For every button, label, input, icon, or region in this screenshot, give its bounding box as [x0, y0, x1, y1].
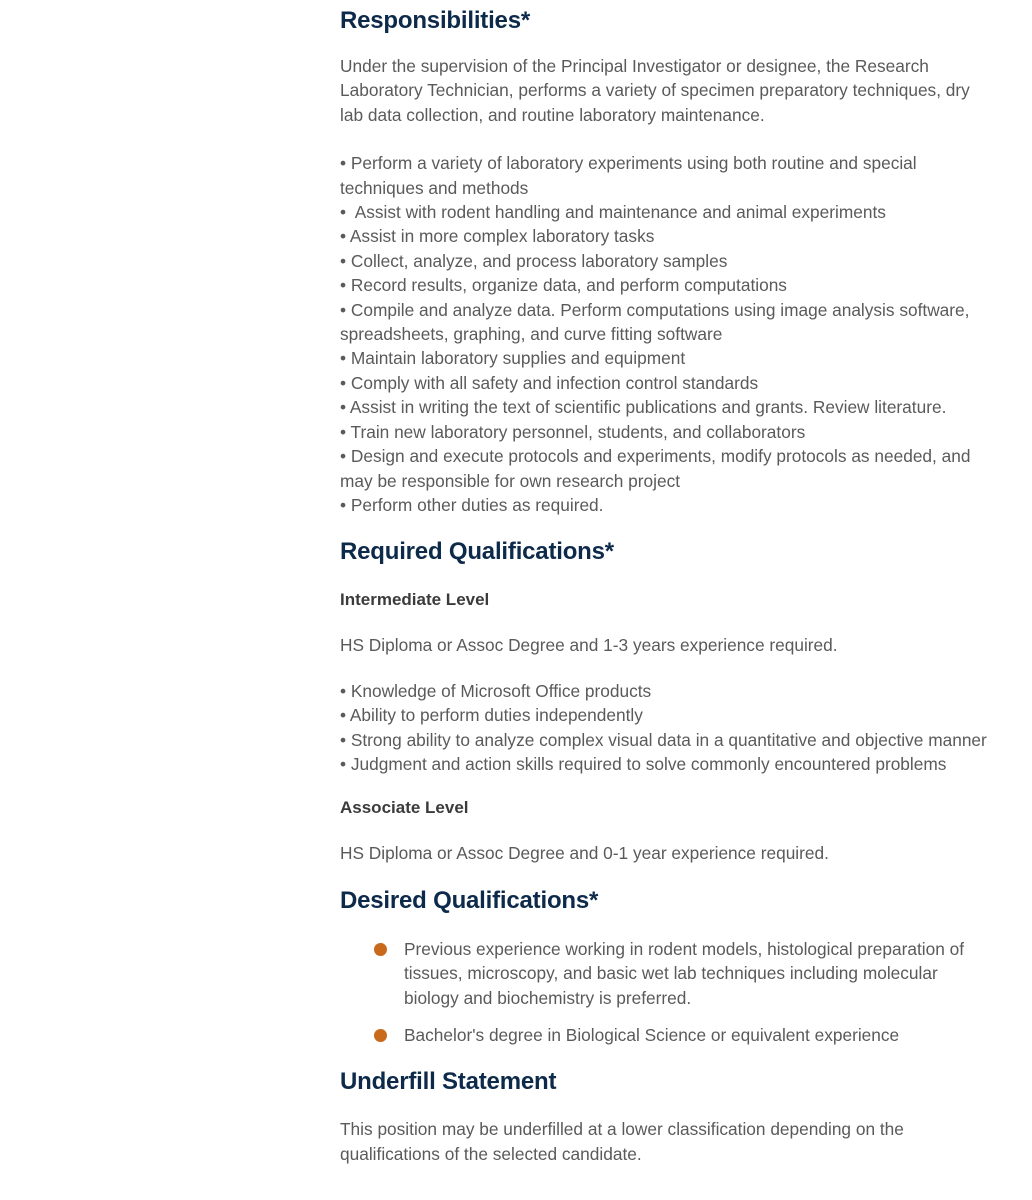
responsibilities-section	[340, 6, 990, 517]
list-item: • Assist in writing the text of scientific publications and grants. Review literature.	[340, 397, 947, 418]
list-item: • Perform other duties as required.	[340, 494, 604, 515]
desired-qualifications-heading: Desired Qualifications*	[340, 886, 599, 914]
list-item: • Comply with all safety and infection control standards	[340, 372, 759, 393]
list-item-text: Bachelor's degree in Biological Science or equivalent experience	[404, 1024, 900, 1045]
underfill-statement-heading: Underfill Statement	[340, 1068, 557, 1096]
underfill-statement-section	[340, 1067, 990, 1166]
responsibilities-intro: Under the supervision of the Principal Investigator or designee, the Research Laboratory Technician, performs a variety of specimen preparatory techniques, dry lab data collection, and routine laboratory maintenance.	[340, 56, 970, 125]
list-item: • Strong ability to analyze complex visual data in a quantitative and objective manner	[340, 729, 987, 750]
list-item: • Record results, organize data, and perform computations	[340, 275, 787, 296]
list-item: • Judgment and action skills required to solve commonly encountered problems	[340, 753, 947, 774]
list-item: • Maintain laboratory supplies and equipment	[340, 348, 686, 369]
list-item: • Assist with rodent handling and maintenance and animal experiments	[340, 202, 886, 223]
intermediate-level-heading: Intermediate Level	[340, 590, 490, 610]
bullet-dot-icon	[374, 943, 387, 956]
list-item: • Ability to perform duties independently	[340, 705, 643, 726]
desired-qualifications-section	[340, 886, 990, 1048]
list-item-text: Previous experience working in rodent models, histological preparation of tissues, microscopy, and basic wet lab techniques including molecular biology and biochemistry is preferred.	[404, 938, 965, 1008]
responsibilities-list	[340, 151, 990, 517]
required-qualifications-section	[340, 537, 990, 865]
desired-qualifications-list	[340, 937, 990, 1048]
list-item: • Compile and analyze data. Perform computations using image analysis software, spreadsheets, graphing, and curve fitting software	[340, 299, 970, 345]
list-item: • Knowledge of Microsoft Office products	[340, 680, 652, 701]
intermediate-level-list	[340, 679, 990, 777]
list-item: • Perform a variety of laboratory experiments using both routine and special techniques and methods	[340, 153, 917, 198]
underfill-statement-text: This position may be underfilled at a lower classification depending on the qualifications of the selected candidate.	[340, 1119, 904, 1164]
responsibilities-heading: Responsibilities*	[340, 7, 530, 34]
required-qualifications-heading: Required Qualifications*	[340, 538, 614, 566]
job-description-content	[340, 0, 990, 1166]
intermediate-level-text: HS Diploma or Assoc Degree and 1-3 years experience required.	[340, 635, 838, 656]
list-item: • Assist in more complex laboratory tasks	[340, 226, 655, 247]
list-item: • Train new laboratory personnel, students, and collaborators	[340, 421, 806, 442]
bullet-dot-icon	[374, 1029, 387, 1042]
associate-level-text: HS Diploma or Assoc Degree and 0-1 year experience required.	[340, 843, 829, 864]
associate-level-heading: Associate Level	[340, 798, 469, 818]
list-item	[404, 937, 990, 1010]
list-item	[404, 1023, 990, 1047]
list-item: • Design and execute protocols and experiments, modify protocols as needed, and may be responsible for own research project	[340, 446, 971, 491]
list-item: • Collect, analyze, and process laboratory samples	[340, 250, 728, 271]
